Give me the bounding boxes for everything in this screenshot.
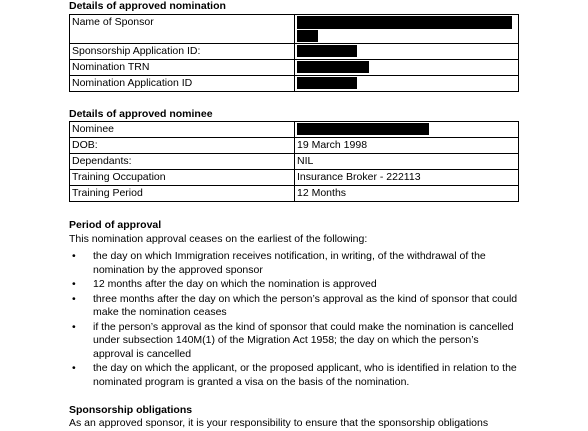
training-period-value: 12 Months — [295, 186, 519, 202]
nomination-trn-label: Nomination TRN — [70, 60, 295, 76]
table-row — [70, 186, 519, 202]
list-item-text: the day on which the applicant, or the proposed applicant, who is identified in relation to the nominated program is granted a visa on the basis of the nomination. — [93, 362, 517, 388]
table-row — [70, 76, 519, 92]
nomination-heading: Details of approved nomination — [69, 0, 226, 12]
nominee-value — [295, 122, 519, 138]
nomination-application-id-label: Nomination Application ID — [70, 76, 295, 92]
training-occupation-value: Insurance Broker - 222113 — [295, 170, 519, 186]
redaction-bar — [297, 30, 318, 42]
sponsorship-application-id-label: Sponsorship Application ID: — [70, 44, 295, 60]
dependants-value: NIL — [295, 154, 519, 170]
redaction-bar — [297, 61, 369, 73]
redaction-bar — [297, 16, 512, 29]
obligations-intro: As an approved sponsor, it is your responsibility to ensure that the sponsorship obligations — [69, 417, 489, 429]
list-item — [69, 362, 519, 389]
nomination-application-id-value — [295, 76, 519, 92]
sponsor-name-value — [295, 15, 519, 44]
redaction-bar — [297, 45, 357, 57]
training-period-label: Training Period — [70, 186, 295, 202]
obligations-heading: Sponsorship obligations — [69, 404, 193, 416]
bullet-icon: • — [72, 250, 76, 262]
bullet-icon: • — [72, 362, 76, 374]
period-intro: This nomination approval ceases on the earliest of the following: — [69, 233, 368, 245]
table-row — [70, 15, 519, 44]
list-item — [69, 293, 519, 320]
period-conditions-list — [69, 250, 519, 390]
list-item — [69, 321, 519, 362]
redaction-bar — [297, 77, 357, 89]
period-heading: Period of approval — [69, 219, 162, 231]
redaction-bar — [297, 123, 429, 135]
nominee-heading: Details of approved nominee — [69, 108, 213, 120]
bullet-icon: • — [72, 320, 76, 333]
table-row — [70, 60, 519, 76]
sponsor-name-label: Name of Sponsor — [70, 15, 295, 44]
list-item-text: the day on which Immigration receives notification, in writing, of the withdrawal of the nomination by the approved sponsor — [93, 250, 486, 276]
dob-label: DOB: — [70, 138, 295, 154]
nominee-label: Nominee — [70, 122, 295, 138]
list-item-text: if the person’s approval as the kind of sponsor that could make the nomination is cancelled under subsection 140M(1) of the Migration Act 1958; the day on which the person’s approval is cancelled — [93, 320, 514, 360]
list-item-text: three months after the day on which the person’s approval as the kind of sponsor that could make the nomination ceases — [93, 292, 518, 318]
list-item — [69, 278, 519, 292]
nominee-details-table — [69, 121, 519, 202]
nomination-details-table — [69, 14, 519, 92]
bullet-icon: • — [72, 278, 76, 290]
table-row — [70, 138, 519, 154]
sponsorship-application-id-value — [295, 44, 519, 60]
table-row — [70, 154, 519, 170]
dependants-label: Dependants: — [70, 154, 295, 170]
training-occupation-label: Training Occupation — [70, 170, 295, 186]
list-item-text: 12 months after the day on which the nomination is approved — [93, 278, 377, 290]
nomination-trn-value — [295, 60, 519, 76]
table-row — [70, 170, 519, 186]
dob-value: 19 March 1998 — [295, 138, 519, 154]
table-row — [70, 122, 519, 138]
list-item — [69, 250, 519, 277]
bullet-icon: • — [72, 292, 76, 305]
table-row — [70, 44, 519, 60]
